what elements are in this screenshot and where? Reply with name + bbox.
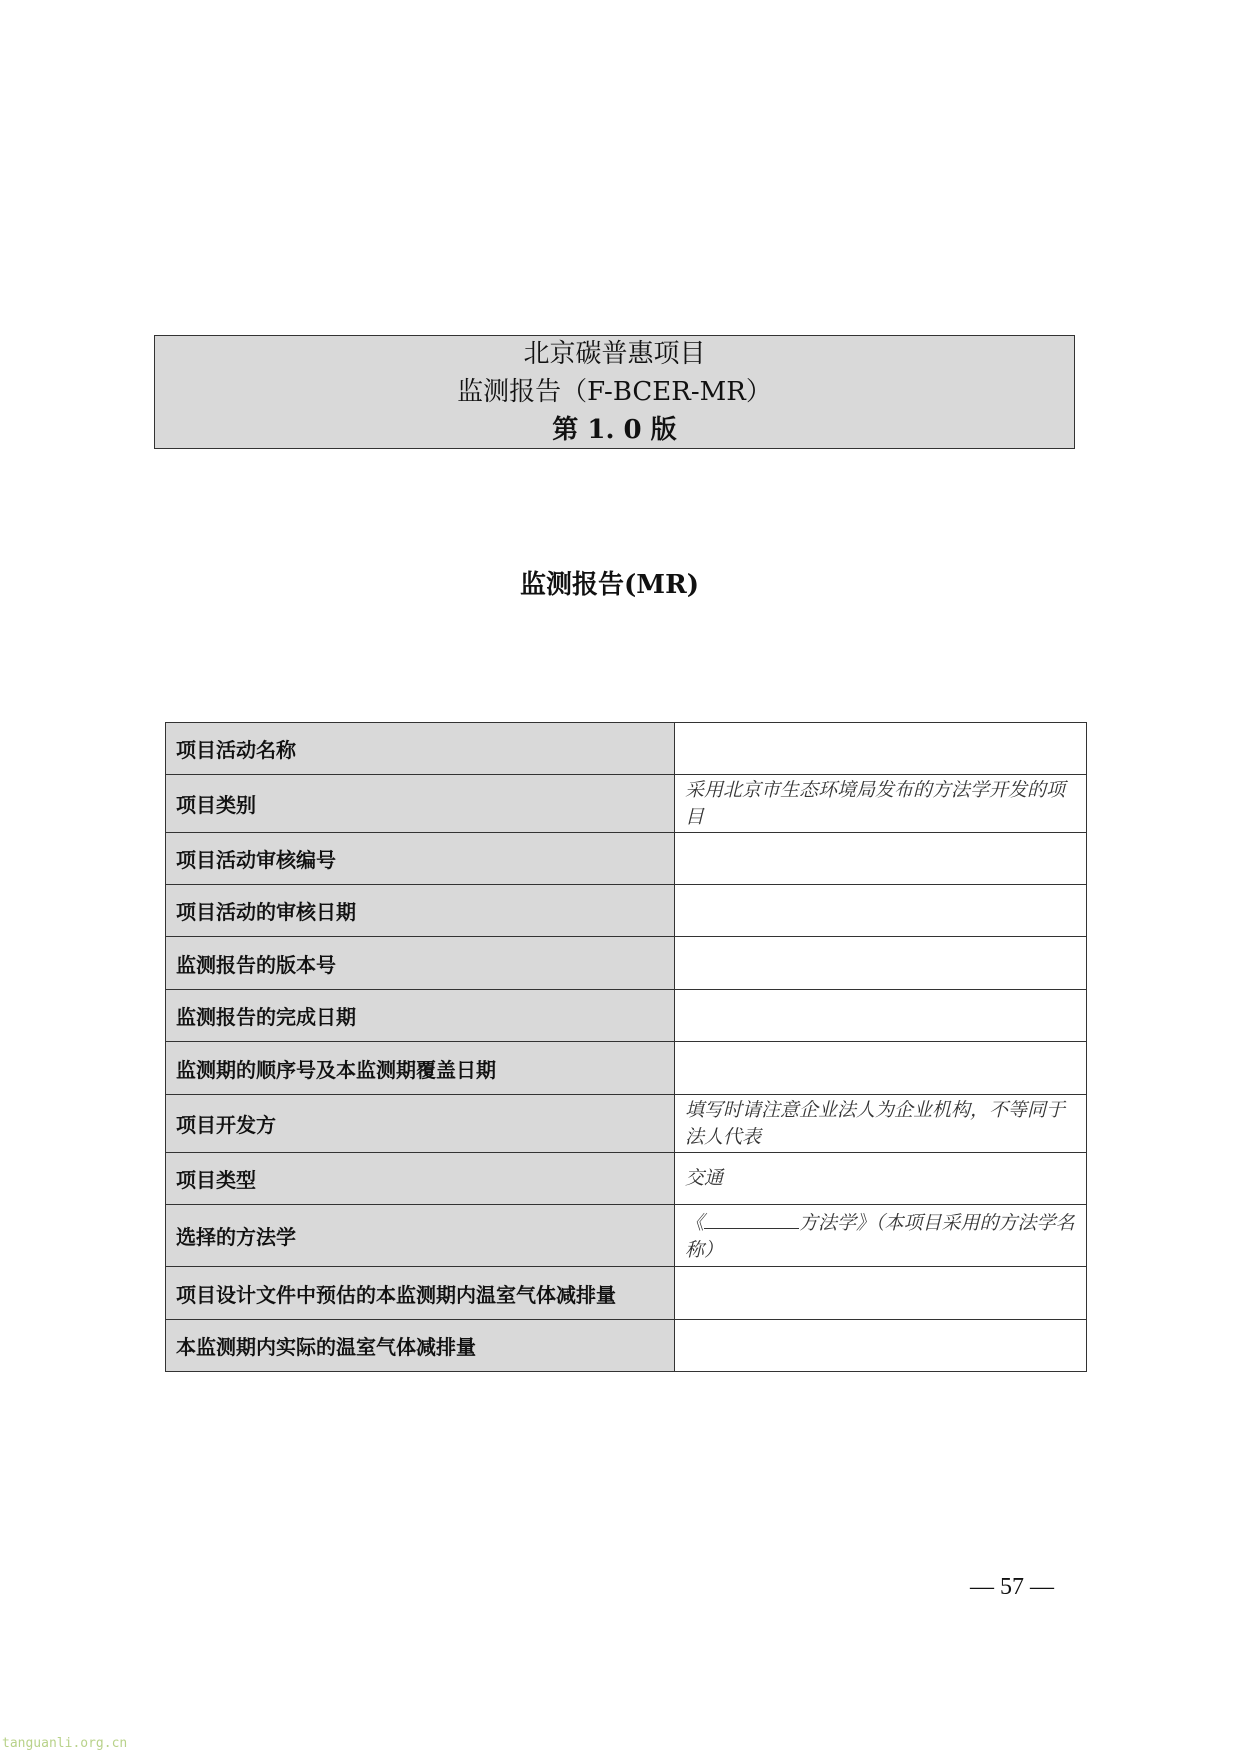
row-label-methodology: 选择的方法学: [166, 1205, 675, 1267]
row-label-estimated-reduction: 项目设计文件中预估的本监测期内温室气体减排量: [166, 1267, 675, 1320]
table-row: [166, 723, 1087, 775]
table-row: [166, 1095, 1087, 1153]
title-line-report-code: 监测报告（F-BCER-MR）: [457, 377, 772, 407]
row-value-monitoring-period: [675, 1042, 1087, 1095]
site-watermark: tanguanli.org.cn: [2, 1736, 128, 1751]
row-label-activity-name: 项目活动名称: [166, 723, 675, 775]
row-label-project-type: 项目类型: [166, 1153, 675, 1205]
table-row: [166, 775, 1087, 833]
row-label-developer: 项目开发方: [166, 1095, 675, 1153]
row-label-category: 项目类别: [166, 775, 675, 833]
methodology-blank-line: [704, 1208, 799, 1229]
table-row: [166, 885, 1087, 937]
document-title-box: [154, 335, 1075, 449]
row-value-methodology: [675, 1205, 1087, 1267]
table-row: [166, 833, 1087, 885]
methodology-open-quote: 《: [685, 1211, 705, 1234]
table-row: [166, 1267, 1087, 1320]
row-value-category: 采用北京市生态环境局发布的方法学开发的项目: [675, 775, 1087, 833]
row-value-developer: 填写时请注意企业法人为企业机构，不等同于法人代表: [675, 1095, 1087, 1153]
row-label-review-date: 项目活动的审核日期: [166, 885, 675, 937]
row-value-review-number: [675, 833, 1087, 885]
table-row: [166, 1042, 1087, 1095]
row-label-report-version: 监测报告的版本号: [166, 937, 675, 990]
row-label-completion-date: 监测报告的完成日期: [166, 990, 675, 1042]
row-value-completion-date: [675, 990, 1087, 1042]
row-value-review-date: [675, 885, 1087, 937]
title-line-version: 第 1. 0 版: [552, 415, 677, 445]
row-label-actual-reduction: 本监测期内实际的温室气体减排量: [166, 1320, 675, 1372]
title-line-program: 北京碳普惠项目: [523, 339, 706, 369]
row-value-actual-reduction: [675, 1320, 1087, 1372]
row-value-activity-name: [675, 723, 1087, 775]
row-label-review-number: 项目活动审核编号: [166, 833, 675, 885]
report-info-table: [165, 722, 1087, 1372]
report-heading: 监测报告(MR): [520, 570, 699, 600]
table-row: [166, 937, 1087, 990]
page-number: — 57 —: [970, 1574, 1054, 1600]
table-row: [166, 990, 1087, 1042]
methodology-suffix: 方法学》（本项目采用的方法学名称）: [685, 1211, 1075, 1261]
table-row: [166, 1205, 1087, 1267]
row-value-project-type: 交通: [675, 1153, 1087, 1205]
row-value-estimated-reduction: [675, 1267, 1087, 1320]
row-label-monitoring-period: 监测期的顺序号及本监测期覆盖日期: [166, 1042, 675, 1095]
table-row: [166, 1153, 1087, 1205]
table-row: [166, 1320, 1087, 1372]
row-value-report-version: [675, 937, 1087, 990]
